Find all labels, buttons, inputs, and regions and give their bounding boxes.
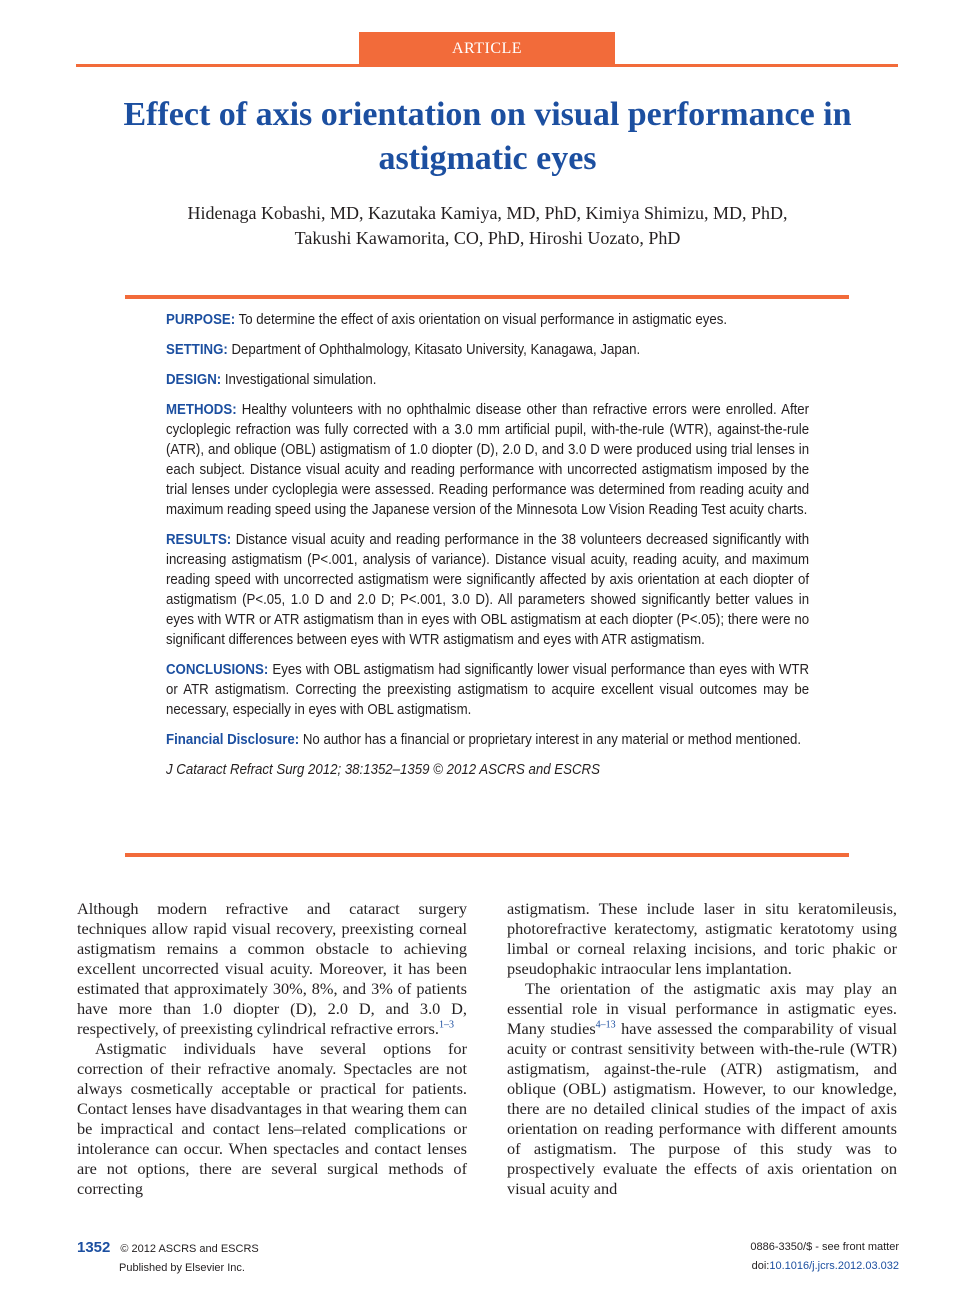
abstract-conclusions — [166, 660, 809, 720]
footer-line — [77, 1238, 259, 1259]
abstract-top-rule — [125, 295, 849, 299]
abstract-text: Distance visual acuity and reading performance in the 38 volunteers decreased significantly with increasing astigmatism (P<.001, analysis of variance). Distance visual acuity, reading acuity, and maximum reading speed with uncorrected astigmatism were significantly affected by axis orientation at each diopter of astigmatism (P<.05, 1.0 D and 2.0 D; P<.001, 3.0 D). All parameters showed significantly better values in eyes with WTR or ATR astigmatism than in eyes with OBL astigmatism at each diopter (P<.05); there were no significant differences between eyes with WTR astigmatism and eyes with ATR astigmatism. — [166, 532, 810, 648]
reference-link[interactable]: 1–3 — [438, 1019, 454, 1031]
abstract-label: PURPOSE: — [166, 312, 236, 328]
abstract-label: RESULTS: — [166, 532, 232, 548]
abstract-design — [166, 370, 809, 390]
abstract-text: Investigational simulation. — [221, 372, 377, 388]
abstract-bottom-rule — [125, 853, 849, 857]
body-column-right — [507, 899, 897, 1199]
author-list — [100, 201, 875, 251]
author-line-2: Takushi Kawamorita, CO, PhD, Hiroshi Uozato, PhD — [294, 228, 681, 248]
footer-left — [77, 1238, 259, 1278]
body-paragraph: astigmatism. These include laser in situ keratomileusis, photorefractive keratectomy, astigmatic keratotomy using limbal or corneal relaxing incisions, and toric phakic or pseudophakic intraocular lens implantation. — [507, 899, 897, 978]
issn-text: 0886-3350/$ - see front matter — [750, 1241, 899, 1253]
abstract-text: No author has a financial or proprietary interest in any material or method mentioned. — [299, 732, 802, 748]
abstract-text: Department of Ophthalmology, Kitasato University, Kanagawa, Japan. — [227, 342, 641, 358]
copyright-text: © 2012 ASCRS and ESCRS — [120, 1243, 259, 1255]
abstract-text: To determine the effect of axis orientation on visual performance in astigmatic eyes. — [235, 312, 727, 328]
abstract-text: Healthy volunteers with no ophthalmic disease other than refractive errors were enrolled. After cycloplegic refraction was fully corrected with a 3.0 mm artificial pupil, with-the-rule (WTR), against-the-rule (ATR), and oblique (OBL) astigmatism of 1.0 diopter (D), 2.0 D, and 3.0 D were produced using trial lenses in each subject. Distance visual acuity and reading performance with uncorrected astigmatism imposed by the trial lenses under cycloplegia were assessed. Reading performance was determined from reading acuity and maximum reading speed using the Japanese version of the Minnesota Low Vision Reading Test acuity charts. — [166, 402, 810, 518]
page-number: 1352 — [77, 1239, 111, 1256]
footer-right — [750, 1238, 899, 1276]
body-paragraph: Although modern refractive and cataract surgery techniques allow rapid visual recovery, preexisting corneal astigmatism remains a common obstacle to achieving excellent uncorrected visual acuity. Moreover, it has been estimated that approximately 30%, 8%, and 3% of patients have more than 1.0 diopter (D), 2.0 D, and 3.0 D, respectively, of preexisting cylindrical refractive errors.$^{1-3}$ — [77, 899, 467, 1038]
doi-link[interactable]: 10.1016/j.jcrs.2012.03.032 — [769, 1260, 899, 1272]
abstract-label: SETTING: — [166, 342, 228, 358]
article-title: Effect of axis orientation on visual performance in astigmatic eyes — [123, 96, 852, 177]
reference-link[interactable]: 4–13 — [595, 1019, 616, 1031]
journal-citation: J Cataract Refract Surg 2012; 38:1352–1359 © 2012 ASCRS and ESCRS — [166, 762, 600, 778]
body-paragraph: The orientation of the astigmatic axis may play an essential role in visual performance in astigmatic eyes. Many studies$^{4-13}$ have assessed the comparability of visual acuity or contrast sensitivity between with-the-rule (WTR) astigmatism, against-the-rule (ATR) astigmatism, and oblique (OBL) astigmatism. However, to our knowledge, there are no detailed clinical studies of the impact of axis orientation on reading performance with different amounts of astigmatism. The purpose of this study was to prospectively evaluate the effects of axis orientation on visual acuity and — [507, 979, 897, 1198]
section-label: ARTICLE — [359, 32, 615, 64]
abstract-label: CONCLUSIONS: — [166, 662, 269, 678]
doi-prefix: doi: — [751, 1260, 770, 1272]
abstract-label: Financial Disclosure: — [166, 732, 300, 748]
body-paragraph: Astigmatic individuals have several options for correction of their refractive anomaly. Spectacles are not always cosmetically acceptable or practical for patients. Contact lenses have disadvantages in that wearing them can be impractical and contact lens–related complications or intolerance can occur. When spectacles and contact lenses are not options, there are several surgical methods of correcting — [77, 1039, 467, 1198]
abstract-disclosure — [166, 730, 809, 750]
abstract-label: DESIGN: — [166, 372, 222, 388]
body-column-left — [77, 899, 467, 1199]
publisher-text: Published by Elsevier Inc. — [119, 1262, 245, 1274]
abstract-setting — [166, 340, 809, 360]
abstract-methods — [166, 400, 809, 520]
abstract-text: Eyes with OBL astigmatism had significantly lower visual performance than eyes with WTR or ATR astigmatism. Correcting the preexisting astigmatism to acquire excellent visual outcomes may be necessary, especially in eyes with OBL astigmatism. — [166, 662, 810, 718]
header-rule — [76, 64, 898, 67]
doi-line — [750, 1257, 899, 1276]
abstract-results — [166, 530, 809, 650]
abstract — [166, 310, 810, 790]
abstract-purpose — [166, 310, 809, 330]
abstract-label: METHODS: — [166, 402, 237, 418]
author-line-1: Hidenaga Kobashi, MD, Kazutaka Kamiya, MD, PhD, Kimiya Shimizu, MD, PhD, — [187, 203, 788, 223]
